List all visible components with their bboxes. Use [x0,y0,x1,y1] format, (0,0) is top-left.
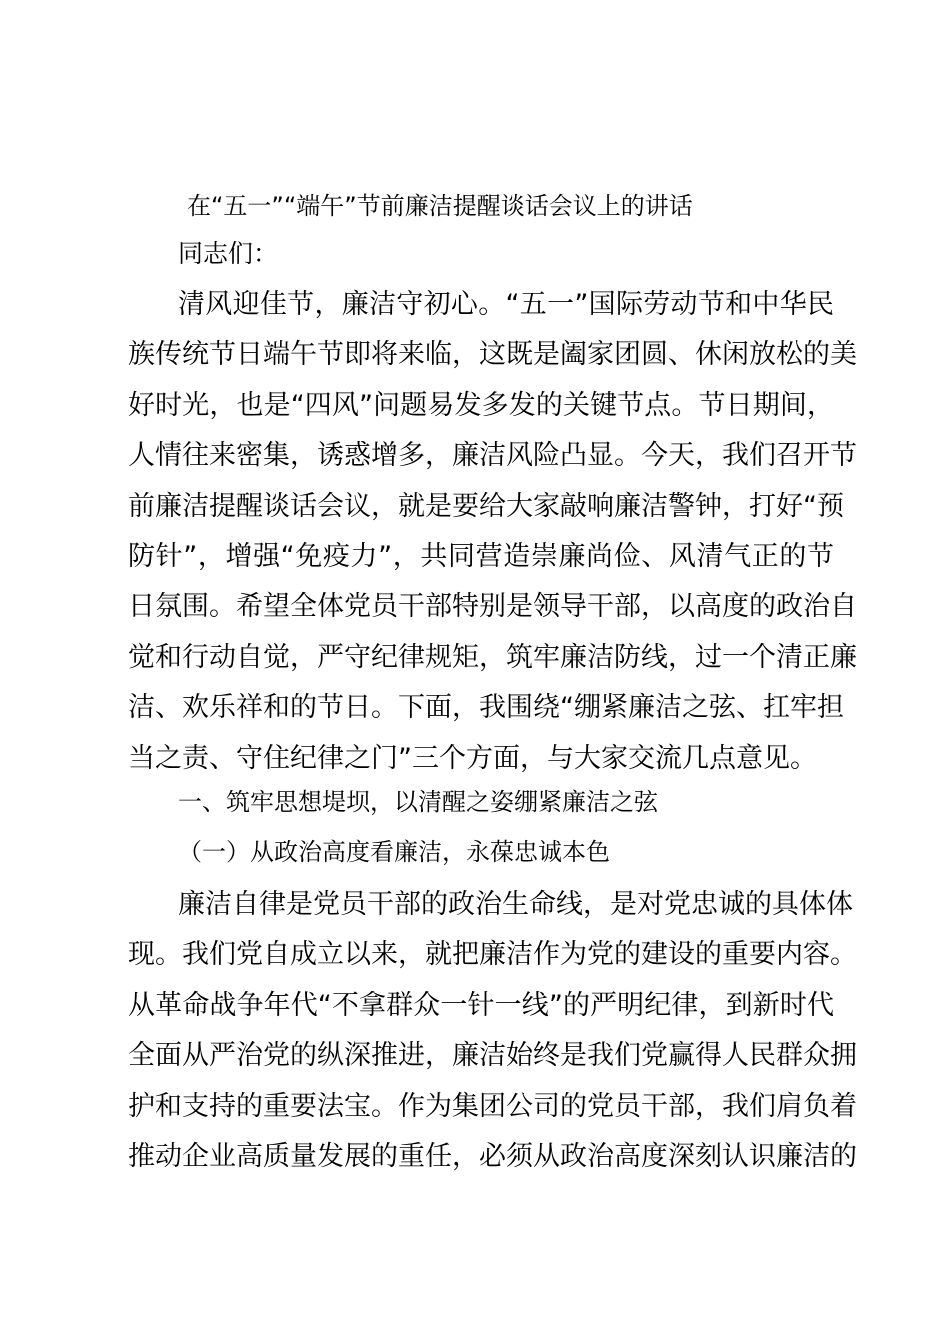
text-line: 推动企业高质量发展的重任，必须从政治高度深刻认识廉洁的 [128,1140,857,1172]
text-line: 觉和行动自觉，严守纪律规矩，筑牢廉洁防线，过一个清正廉 [128,641,857,673]
paragraph-intro [128,280,857,784]
text-line: 好时光，也是“四风”问题易发多发的关键节点。节日期间， [128,389,834,421]
text-line: 现。我们党自成立以来，就把廉洁作为党的建设的重要内容。 [128,939,857,971]
text-line: 廉洁自律是党员干部的政治生命线，是对党忠诚的具体体 [178,889,853,920]
section-heading: 一、筑牢思想堤坝，以清醒之姿绷紧廉洁之弦 [178,788,658,816]
text-line: 人情往来密集，诱惑增多，廉洁风险凸显。今天，我们召开节 [128,440,857,472]
text-line: 前廉洁提醒谈话会议，就是要给大家敲响廉洁警钟，打好“预 [128,490,844,522]
speech-title: 在“五一”“端午”节前廉洁提醒谈话会议上的讲话 [187,192,693,220]
text-line: 日氛围。希望全体党员干部特别是领导干部，以高度的政治自 [128,591,857,623]
text-line: 从革命战争年代“不拿群众一针一线”的严明纪律，到新时代 [128,989,834,1021]
text-line: 清风迎佳节，廉洁守初心。“五一”国际劳动节和中华民 [178,289,834,320]
subsection-heading: （一）从政治高度看廉洁，永葆忠诚本色 [178,838,610,866]
text-line: 当之责、守住纪律之门”三个方面，与大家交流几点意见。 [128,742,817,774]
text-line: 族传统节日端午节即将来临，这既是阖家团圆、休闲放松的美 [128,339,857,371]
text-line: 全面从严治党的纵深推进，廉洁始终是我们党赢得人民群众拥 [128,1040,857,1072]
paragraph-body [128,880,857,1182]
text-line: 防针”，增强“免疫力”，共同营造崇廉尚俭、风清气正的节 [128,540,834,572]
text-line: 洁、欢乐祥和的节日。下面，我围绕“绷紧廉洁之弦、扛牢担 [128,692,844,724]
text-line: 护和支持的重要法宝。作为集团公司的党员干部，我们肩负着 [128,1090,857,1122]
salutation: 同志们： [178,239,279,268]
